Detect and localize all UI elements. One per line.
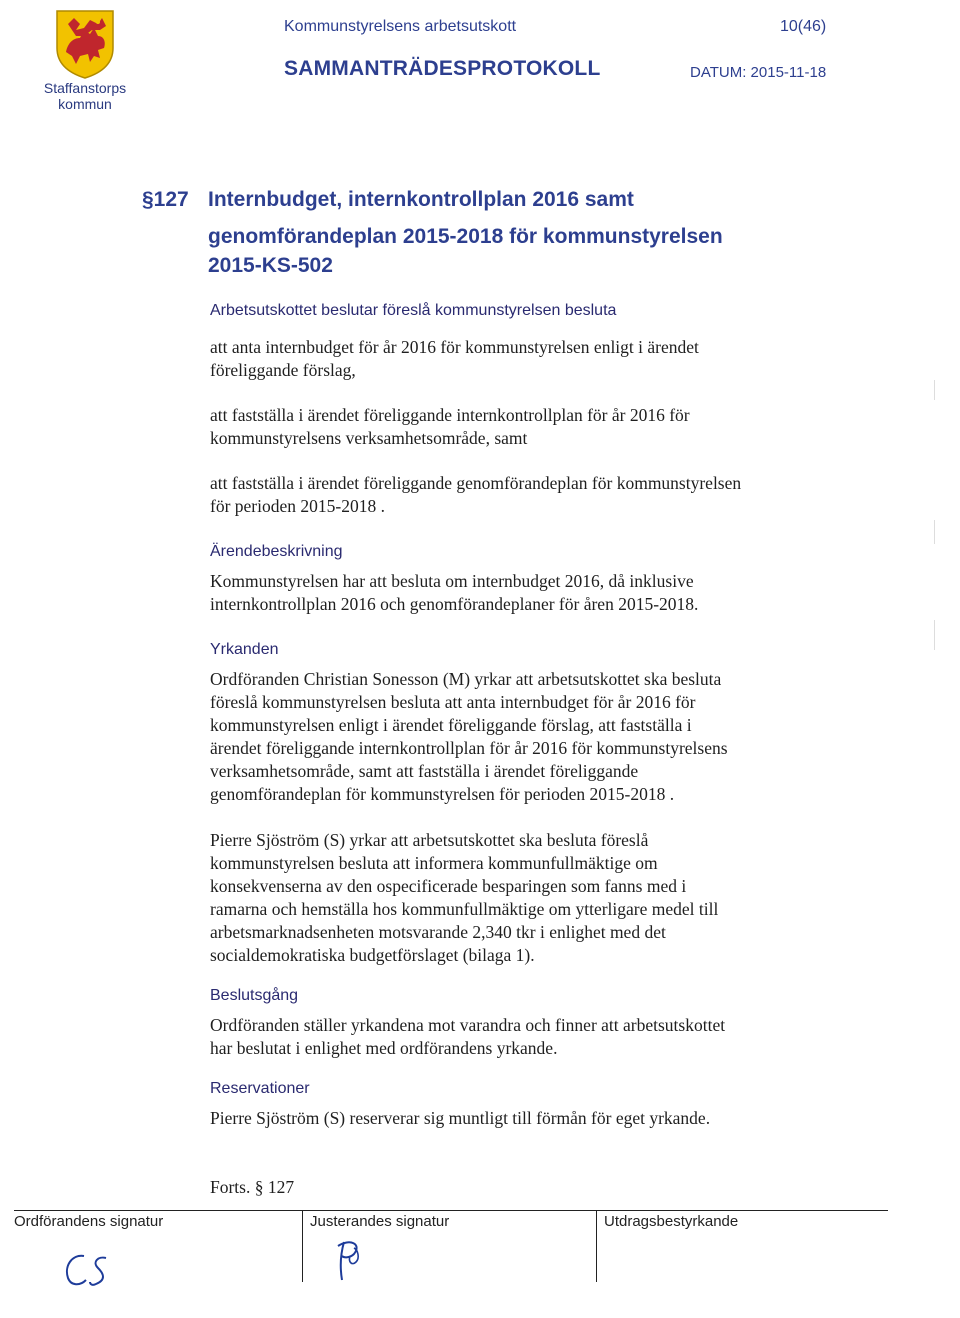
- signature-divider: [596, 1210, 597, 1282]
- case-title-line2: genomförandeplan 2015-2018 för kommunstyrelsen: [208, 225, 723, 248]
- municipality-name-line1: Staffanstorps: [43, 80, 127, 96]
- text-line: konsekvenserna av den ospecificerade besparingen som fanns med i: [210, 876, 687, 896]
- adjuster-signature: [330, 1236, 370, 1288]
- text-line: socialdemokratiska budgetförslaget (bilaga 1).: [210, 945, 535, 965]
- text-line: verksamhetsområde, samt att fastställa i ärendet föreliggande: [210, 761, 639, 781]
- decision-item-line: föreliggande förslag,: [210, 360, 356, 380]
- decision-item-line: att fastställa i ärendet föreliggande internkontrollplan för år 2016 för: [210, 405, 690, 425]
- municipality-logo: [54, 8, 116, 80]
- decision-item: [210, 336, 699, 382]
- margin-mark: [934, 520, 935, 544]
- decision-item: [210, 404, 690, 450]
- decision-item-line: kommunstyrelsens verksamhetsområde, samt: [210, 428, 528, 448]
- section-heading-procedure: Beslutsgång: [210, 987, 299, 1004]
- text-line: ärendet föreliggande internkontrollplan för år 2016 för kommunstyrelsens: [210, 738, 728, 758]
- text-line: genomförandeplan för kommunstyrelsen för perioden 2015-2018 .: [210, 784, 675, 804]
- adjuster-signature-label: Justerandes signatur: [310, 1213, 450, 1230]
- margin-mark: [934, 380, 935, 400]
- margin-mark: [934, 620, 935, 650]
- section-heading-motions: Yrkanden: [210, 641, 279, 658]
- municipality-name: [36, 80, 134, 112]
- decision-label: Arbetsutskottet beslutar föreslå kommunstyrelsen besluta: [210, 302, 617, 319]
- meeting-date: DATUM: 2015-11-18: [690, 64, 827, 81]
- decision-item-line: att fastställa i ärendet föreliggande genomförandeplan för kommunstyrelsen: [210, 473, 742, 493]
- text-line: arbetsmarknadsenheten motsvarande 2,340 tkr i enlighet med det: [210, 922, 666, 942]
- decision-item-line: att anta internbudget för år 2016 för kommunstyrelsen enligt i ärendet: [210, 337, 699, 357]
- motion-paragraph: [210, 829, 718, 967]
- continuation-note: Forts. § 127: [210, 1177, 295, 1197]
- text-line: internkontrollplan 2016 och genomförandeplaner för åren 2015-2018.: [210, 594, 699, 614]
- section-heading-description: Ärendebeskrivning: [210, 543, 343, 560]
- text-line: Pierre Sjöström (S) yrkar att arbetsutskottet ska besluta föreslå: [210, 830, 649, 850]
- procedure-text: [210, 1014, 725, 1060]
- reservations-text: [210, 1107, 710, 1130]
- chair-signature-label: Ordförandens signatur: [14, 1213, 164, 1230]
- document-title: SAMMANTRÄDESPROTOKOLL: [284, 57, 601, 80]
- text-line: föreslå kommunstyrelsen besluta att anta internbudget för år 2016 för: [210, 692, 696, 712]
- chair-signature: [60, 1248, 120, 1300]
- text-line: kommunstyrelsen enligt i ärendet föreliggande förslag, att fastställa i: [210, 715, 692, 735]
- signature-table-rule: [14, 1210, 888, 1211]
- decision-item: [210, 472, 741, 518]
- text-line: Ordföranden Christian Sonesson (M) yrkar att arbetsutskottet ska besluta: [210, 669, 722, 689]
- municipality-name-line2: kommun: [58, 96, 112, 112]
- text-line: Ordföranden ställer yrkandena mot varandra och finner att arbetsutskottet: [210, 1015, 726, 1035]
- case-number: 2015-KS-502: [208, 254, 333, 277]
- committee-name: Kommunstyrelsens arbetsutskott: [284, 18, 517, 35]
- case-title-line1: Internbudget, internkontrollplan 2016 samt: [208, 188, 634, 211]
- signature-divider: [302, 1210, 303, 1282]
- extract-certification-label: Utdragsbestyrkande: [604, 1213, 739, 1230]
- text-line: ramarna och hemställa hos kommunfullmäktige om ytterligare medel till: [210, 899, 719, 919]
- text-line: har beslutat i enlighet med ordförandens yrkande.: [210, 1038, 558, 1058]
- paragraph-number: §127: [142, 188, 189, 211]
- description-text: [210, 570, 698, 616]
- section-heading-reservations: Reservationer: [210, 1080, 310, 1097]
- decision-item-line: för perioden 2015-2018 .: [210, 496, 385, 516]
- text-line: kommunstyrelsen besluta att informera kommunfullmäktige om: [210, 853, 658, 873]
- text-line: Kommunstyrelsen har att besluta om internbudget 2016, då inklusive: [210, 571, 694, 591]
- motion-paragraph: [210, 668, 728, 806]
- text-line: Pierre Sjöström (S) reserverar sig muntligt till förmån för eget yrkande.: [210, 1108, 711, 1128]
- page-number: 10(46): [780, 18, 827, 35]
